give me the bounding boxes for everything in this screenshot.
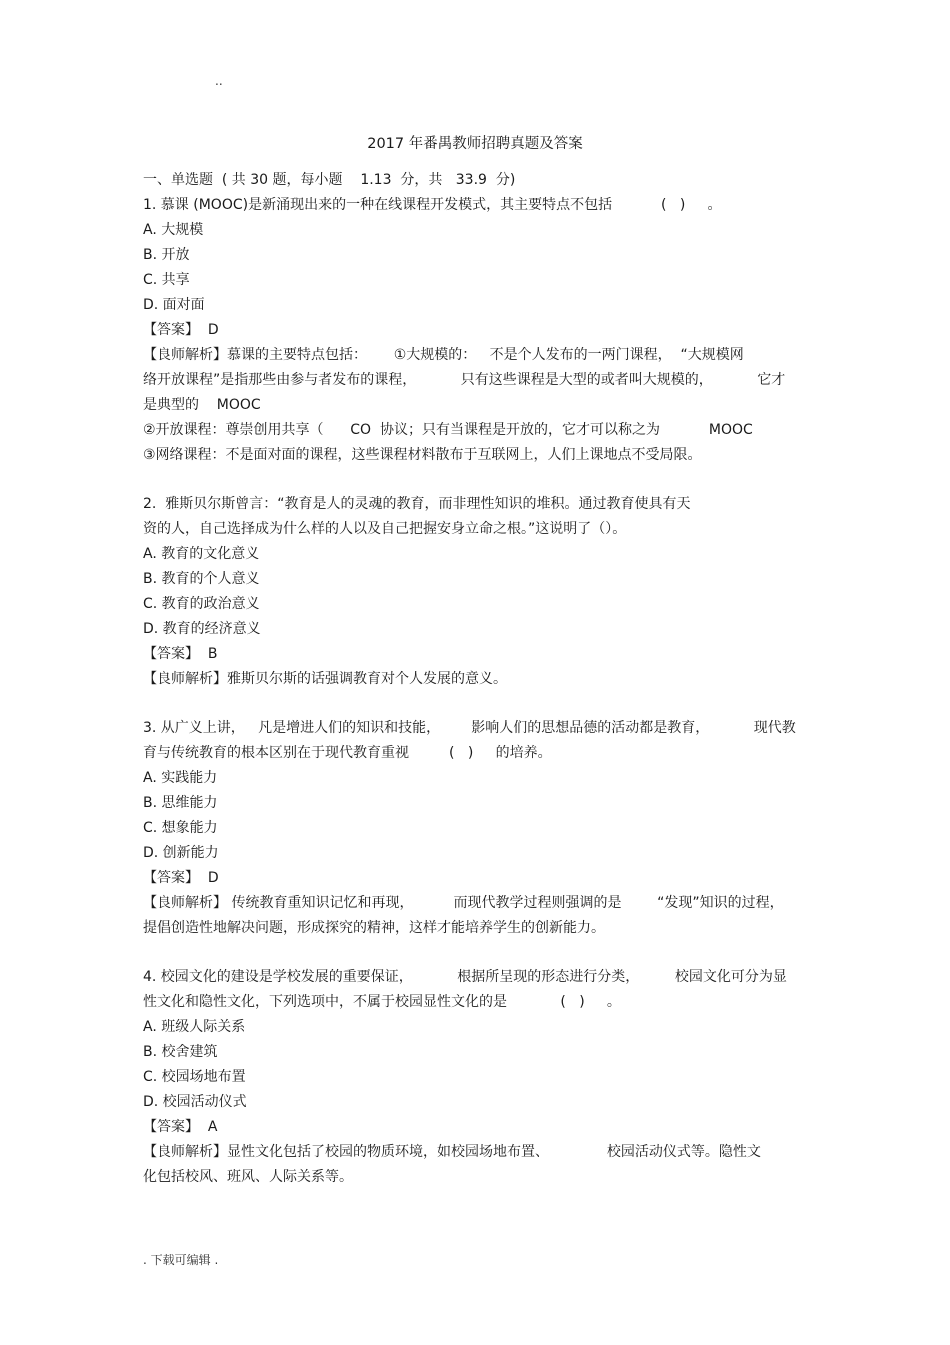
question-line: ③网络课程：不是面对面的课程，这些课程材料散布于互联网上，人们上课地点不受局限。 xyxy=(143,447,702,463)
question-line: C. 想象能力 xyxy=(143,820,218,836)
question-line: D. 教育的经济意义 xyxy=(143,621,261,637)
question-line: 4. 校园文化的建设是学校发展的重要保证， 根据所呈现的形态进行分类， 校园文化可分为显 xyxy=(143,969,787,985)
question-line: C. 共享 xyxy=(143,272,190,288)
question-line: A. 大规模 xyxy=(143,222,204,238)
question-block xyxy=(143,716,813,941)
section-heading: 一、单选题 ( 共 30 题，每小题 1.13 分，共 33.9 分) xyxy=(143,172,516,188)
question-line: 资的人，自己选择成为什么样的人以及自己把握安身立命之根。”这说明了（）。 xyxy=(143,521,627,537)
question-spacer xyxy=(143,468,813,492)
page-title: 2017 年番禺教师招聘真题及答案 xyxy=(367,136,583,152)
question-spacer xyxy=(143,692,813,716)
question-line: D. 校园活动仪式 xyxy=(143,1094,247,1110)
question-line: B. 校舍建筑 xyxy=(143,1044,218,1060)
question-line: D. 创新能力 xyxy=(143,845,219,861)
question-line: 络开放课程”是指那些由参与者发布的课程， 只有这些课程是大型的或者叫大规模的， 它才 xyxy=(143,372,786,388)
question-line: C. 教育的政治意义 xyxy=(143,596,260,612)
question-line: 【良师解析】 传统教育重知识记忆和再现， 而现代教学过程则强调的是 “发现”知识的过程， xyxy=(143,895,784,911)
question-line: 2. 雅斯贝尔斯曾言：“教育是人的灵魂的教育，而非理性知识的堆积。通过教育使具有天 xyxy=(143,496,691,512)
question-spacer xyxy=(143,941,813,965)
page-footer: . 下载可编辑 . xyxy=(143,1253,219,1267)
question-block xyxy=(143,965,813,1190)
question-list xyxy=(143,193,813,1190)
question-line: 【答案】 D xyxy=(143,870,219,886)
header-mark: .. xyxy=(215,74,223,88)
question-line: 3. 从广义上讲， 凡是增进人们的知识和技能， 影响人们的思想品德的活动都是教育， 现代教 xyxy=(143,720,796,736)
question-line: 【答案】 D xyxy=(143,322,219,338)
question-line: 【良师解析】慕课的主要特点包括： ①大规模的： 不是个人发布的一两门课程， “大规模网 xyxy=(143,347,744,363)
question-line: 提倡创造性地解决问题，形成探究的精神，这样才能培养学生的创新能力。 xyxy=(143,920,605,936)
question-line: B. 开放 xyxy=(143,247,190,263)
question-line: A. 班级人际关系 xyxy=(143,1019,246,1035)
question-line: 1. 慕课 (MOOC)是新涌现出来的一种在线课程开发模式，其主要特点不包括 ( ) 。 xyxy=(143,197,722,213)
question-line: C. 校园场地布置 xyxy=(143,1069,246,1085)
question-block xyxy=(143,492,813,692)
question-line: 化包括校风、班风、人际关系等。 xyxy=(143,1169,353,1185)
question-line: B. 教育的个人意义 xyxy=(143,571,260,587)
document-body xyxy=(143,168,813,1190)
question-line: 性文化和隐性文化，下列选项中，不属于校园显性文化的是 ( ) 。 xyxy=(143,994,621,1010)
question-line: 【良师解析】雅斯贝尔斯的话强调教育对个人发展的意义。 xyxy=(143,671,507,687)
question-line: 是典型的 MOOC xyxy=(143,397,261,413)
question-line: ②开放课程：尊崇创用共享（ CO 协议；只有当课程是开放的，它才可以称之为 MOOC xyxy=(143,422,753,438)
question-line: D. 面对面 xyxy=(143,297,205,313)
question-line: 【答案】 A xyxy=(143,1119,218,1135)
question-block xyxy=(143,193,813,468)
question-line: A. 实践能力 xyxy=(143,770,218,786)
question-line: A. 教育的文化意义 xyxy=(143,546,260,562)
question-line: B. 思维能力 xyxy=(143,795,218,811)
question-line: 【答案】 B xyxy=(143,646,218,662)
question-line: 育与传统教育的根本区别在于现代教育重视 ( ) 的培养。 xyxy=(143,745,552,761)
question-line: 【良师解析】显性文化包括了校园的物质环境，如校园场地布置、 校园活动仪式等。隐性文 xyxy=(143,1144,761,1160)
